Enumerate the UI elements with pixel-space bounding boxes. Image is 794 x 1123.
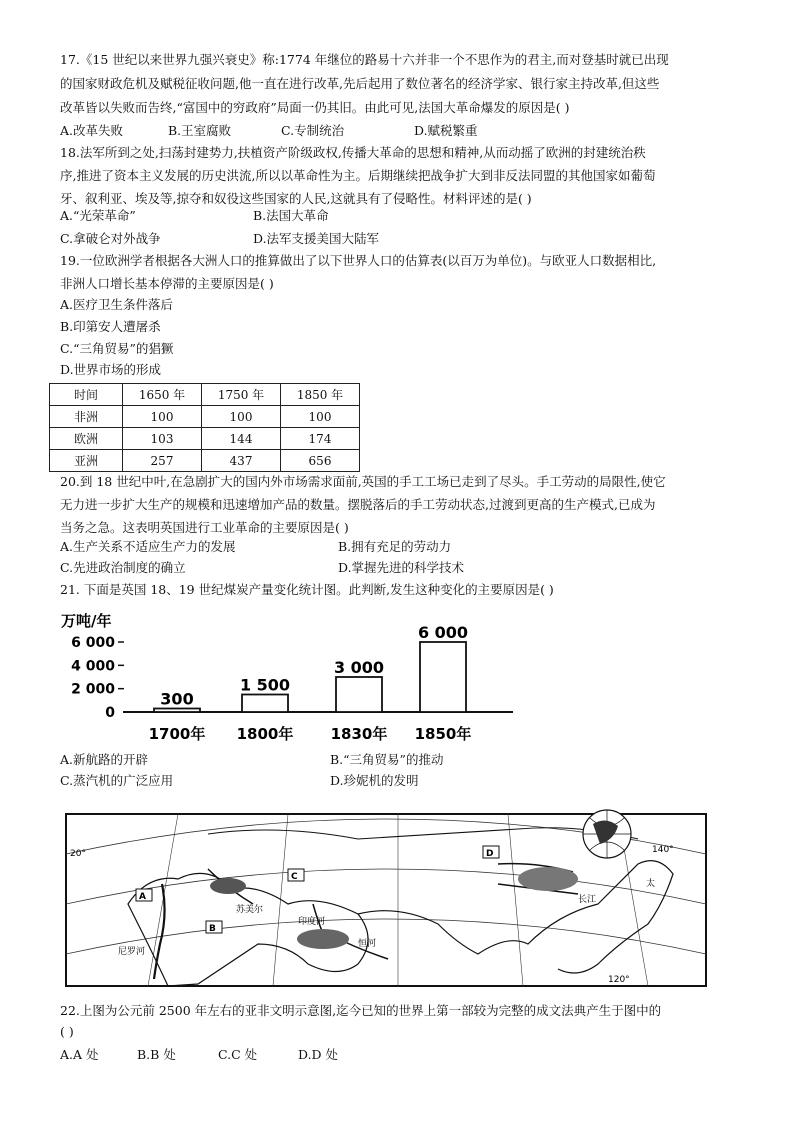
q17-stem-line2: 的国家财政危机及赋税征收问题,他一直在进行改革,先后起用了数位著名的经济学家、银行家主持改革,但这些 bbox=[60, 76, 660, 91]
q17-option-c: C.专制统治 bbox=[281, 123, 345, 138]
place-label-yangtze: 长江 bbox=[578, 895, 597, 905]
bar bbox=[420, 642, 466, 712]
q22-option-a: A.A 处 bbox=[60, 1047, 99, 1062]
q21-option-b: B.“三角贸易”的推动 bbox=[330, 752, 444, 767]
table-cell: 144 bbox=[202, 428, 281, 450]
y-tick-label: 4 000 bbox=[71, 658, 115, 675]
india-region bbox=[297, 929, 349, 949]
bar bbox=[242, 695, 288, 713]
q17-option-a: A.改革失败 bbox=[60, 123, 124, 138]
table-cell: 非洲 bbox=[50, 406, 123, 428]
y-tick-label: 6 000 bbox=[71, 635, 115, 651]
bar-value-label: 3 000 bbox=[333, 658, 385, 677]
q22-stem-line1: 22.上图为公元前 2500 年左右的亚非文明示意图,迄今已知的世界上第一部较为完整的成文法典产生于图中的 bbox=[60, 1003, 662, 1018]
table-cell: 100 bbox=[202, 406, 281, 428]
bar bbox=[154, 709, 200, 713]
asia-africa-civilization-map bbox=[58, 794, 738, 994]
bar-value-label: 6 000 bbox=[417, 623, 469, 642]
q22-stem-line2: ( ) bbox=[60, 1024, 74, 1039]
map-marker-d-label: D bbox=[486, 849, 494, 859]
q18-stem-line3: 牙、叙利亚、埃及等,掠夺和奴役这些国家的人民,这就具有了侵略性。材料评述的是( ) bbox=[60, 191, 532, 206]
q18-option-c: C.拿破仑对外战争 bbox=[60, 231, 161, 246]
q17-stem-line1: 17.《15 世纪以来世界九强兴衰史》称:1774 年继位的路易十六并非一个不思作为的君主,而对登基时就已出现 bbox=[60, 52, 669, 67]
q21-option-a: A.新航路的开辟 bbox=[60, 752, 149, 767]
x-tick-label: 1700年 bbox=[148, 725, 206, 743]
mesopotamia-region bbox=[210, 878, 246, 894]
q20-stem-line2: 无力进一步扩大生产的规模和迅速增加产品的数量。摆脱落后的手工劳动状态,过渡到更高的生产模式,已成为 bbox=[60, 497, 656, 512]
coal-production-chart bbox=[55, 600, 525, 748]
table-header-cell: 1750 年 bbox=[202, 384, 281, 406]
chart-ylabel: 万吨/年 bbox=[61, 612, 112, 630]
place-label-nile: 尼罗河 bbox=[118, 947, 146, 957]
q17-stem-line3: 改革皆以失败而告终,“富国中的穷政府”局面一仍其旧。由此可见,法国大革命爆发的原因是( ) bbox=[60, 100, 570, 115]
place-label-sumer: 苏美尔 bbox=[236, 905, 264, 915]
x-tick-label: 1830年 bbox=[330, 725, 388, 743]
q20-option-b: B.拥有充足的劳动力 bbox=[338, 539, 452, 554]
q20-stem-line3: 当务之急。这表明英国进行工业革命的主要原因是( ) bbox=[60, 520, 349, 535]
x-tick-label: 1850年 bbox=[414, 725, 472, 743]
table-row bbox=[50, 406, 360, 428]
table-cell: 257 bbox=[123, 450, 202, 472]
table-cell: 欧洲 bbox=[50, 428, 123, 450]
q21-stem-line1: 21. 下面是英国 18、19 世纪煤炭产量变化统计图。此判断,发生这种变化的主要原因是( ) bbox=[60, 582, 554, 597]
q22-option-b: B.B 处 bbox=[137, 1047, 176, 1062]
q18-stem-line2: 序,推进了资本主义发展的历史洪流,所以以革命性为主。后期继续把战争扩大到非反法同盟的其他国家如葡萄 bbox=[60, 168, 656, 183]
place-label-indus: 印度河 bbox=[298, 917, 326, 927]
table-header-cell: 时间 bbox=[50, 384, 123, 406]
q19-stem-line2: 非洲人口增长基本停滞的主要原因是( ) bbox=[60, 276, 274, 291]
table-header-cell: 1850 年 bbox=[281, 384, 360, 406]
table-cell: 100 bbox=[123, 406, 202, 428]
table-row bbox=[50, 428, 360, 450]
q20-stem-line1: 20.到 18 世纪中叶,在急剧扩大的国内外市场需求面前,英国的手工工场已走到了尽头。手工劳动的局限性,使它 bbox=[60, 474, 666, 489]
q20-option-c: C.先进政治制度的确立 bbox=[60, 560, 186, 575]
table-cell: 656 bbox=[281, 450, 360, 472]
lon-label-20: 20° bbox=[70, 849, 86, 859]
q21-option-d: D.珍妮机的发明 bbox=[330, 773, 419, 788]
bar-value-label: 1 500 bbox=[239, 675, 291, 695]
q19-option-c: C.“三角贸易”的猖獗 bbox=[60, 341, 174, 356]
table-cell: 100 bbox=[281, 406, 360, 428]
table-header-row bbox=[50, 384, 360, 406]
q19-option-b: B.印第安人遭屠杀 bbox=[60, 319, 161, 334]
place-label-pacific: 太 bbox=[646, 879, 656, 889]
table-row bbox=[50, 450, 360, 472]
q22-option-c: C.C 处 bbox=[218, 1047, 258, 1062]
q18-option-b: B.法国大革命 bbox=[253, 208, 329, 223]
map-marker-b-label: B bbox=[209, 924, 216, 934]
q19-option-d: D.世界市场的形成 bbox=[60, 362, 162, 377]
map-marker-a-label: A bbox=[139, 892, 146, 902]
lon-label-140: 140° bbox=[652, 845, 674, 855]
lon-label-120: 120° bbox=[608, 975, 630, 985]
table-cell: 亚洲 bbox=[50, 450, 123, 472]
place-label-ganges: 恒河 bbox=[358, 939, 377, 949]
q21-option-c: C.蒸汽机的广泛应用 bbox=[60, 773, 174, 788]
q18-option-a: A.“光荣革命” bbox=[60, 208, 136, 223]
q19-option-a: A.医疗卫生条件落后 bbox=[60, 297, 174, 312]
x-tick-label: 1800年 bbox=[236, 725, 294, 743]
table-header-cell: 1650 年 bbox=[123, 384, 202, 406]
q20-option-d: D.掌握先进的科学技术 bbox=[338, 560, 465, 575]
bar bbox=[336, 677, 382, 712]
q19-stem-line1: 19.一位欧洲学者根据各大洲人口的推算做出了以下世界人口的估算表(以百万为单位)。与欧亚人口数据相比, bbox=[60, 253, 657, 268]
q20-option-a: A.生产关系不适应生产力的发展 bbox=[60, 539, 236, 554]
y-tick-label: 2 000 bbox=[71, 681, 115, 698]
china-region bbox=[518, 867, 578, 891]
q17-option-d: D.赋税繁重 bbox=[414, 123, 478, 138]
q22-option-d: D.D 处 bbox=[298, 1047, 339, 1062]
map-marker-c-label: C bbox=[291, 872, 298, 882]
q17-option-b: B.王室腐败 bbox=[168, 123, 232, 138]
table-cell: 174 bbox=[281, 428, 360, 450]
table-cell: 437 bbox=[202, 450, 281, 472]
population-table bbox=[49, 383, 360, 472]
bar-value-label: 300 bbox=[160, 689, 194, 709]
q18-stem-line1: 18.法军所到之处,扫荡封建势力,扶植资产阶级政权,传播大革命的思想和精神,从而动摇了欧洲的封建统治秩 bbox=[60, 145, 646, 160]
table-cell: 103 bbox=[123, 428, 202, 450]
y-tick-label: 0 bbox=[105, 705, 115, 721]
q18-option-d: D.法军支援美国大陆军 bbox=[253, 231, 380, 246]
